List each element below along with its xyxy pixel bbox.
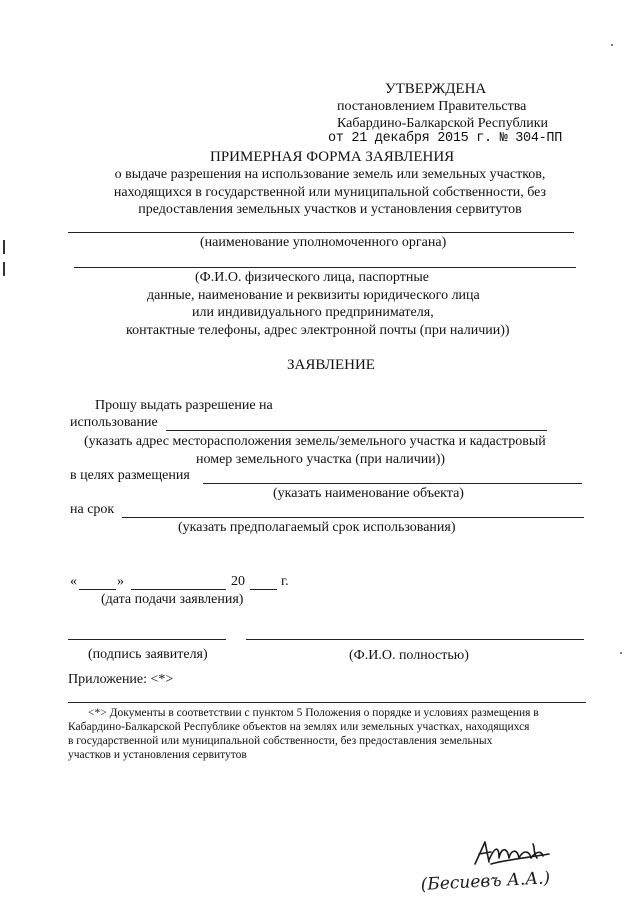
signature-transcription: (Бесиевъ А.А.) xyxy=(420,868,551,895)
form-title-line-2: находящихся в государственной или муниципальной собственности, без xyxy=(113,185,547,200)
approval-title: УТВЕРЖДЕНА xyxy=(385,81,487,97)
usage-caption-line-2: номер земельного участка (при наличии)) xyxy=(196,452,446,467)
applicant-caption-line-4: контактные телефоны, адрес электронной почты (при наличии)) xyxy=(126,323,510,338)
footnote-line-4: участков и установления сервитутов xyxy=(68,749,247,761)
date-year-field[interactable] xyxy=(250,589,277,590)
footnote-line-2: Кабардино-Балкарской Республике объектов на землях или земельных участках, находящихся xyxy=(68,721,530,733)
usage-field-line[interactable] xyxy=(166,430,547,431)
form-title-line-1: о выдаче разрешения на использование земель или земельных участков, xyxy=(114,167,546,182)
purpose-field-line[interactable] xyxy=(203,483,582,484)
footnote-line-3: в государственной или муниципальной собственности, без предоставления земельных xyxy=(68,735,493,747)
footnote-divider xyxy=(68,702,586,703)
applicant-field-line[interactable] xyxy=(74,267,576,268)
date-day-field[interactable] xyxy=(79,589,116,590)
scan-dot xyxy=(620,652,622,654)
date-close-quote: » xyxy=(117,574,124,589)
usage-caption-line-1: (указать адрес месторасположения земель/земельного участка и кадастровый xyxy=(84,434,546,449)
applicant-caption-line-3: или индивидуального предпринимателя, xyxy=(192,305,434,320)
approval-line-1: постановлением Правительства xyxy=(337,99,527,114)
term-field-line[interactable] xyxy=(122,517,584,518)
signature-field-line[interactable] xyxy=(68,639,226,640)
attachment-label: Приложение: <*> xyxy=(68,672,174,687)
form-title-line-3: предоставления земельных участков и установления сервитутов xyxy=(138,202,522,217)
date-open-quote: « xyxy=(70,574,77,589)
footnote-line-1: <*> Документы в соответствии с пунктом 5 Положения о порядке и условиях размещения в xyxy=(88,707,539,719)
full-name-field-line[interactable] xyxy=(246,639,584,640)
date-caption: (дата подачи заявления) xyxy=(101,592,244,607)
term-caption: (указать предполагаемый срок использования) xyxy=(178,520,456,535)
purpose-caption: (указать наименование объекта) xyxy=(273,486,464,501)
usage-label: использование xyxy=(70,415,158,430)
applicant-caption-line-2: данные, наименование и реквизиты юридического лица xyxy=(147,288,480,303)
signature-caption: (подпись заявителя) xyxy=(88,647,208,662)
authority-field-line[interactable] xyxy=(68,232,574,233)
request-text: Прошу выдать разрешение на xyxy=(95,398,273,413)
scan-mark-top xyxy=(3,240,5,254)
scan-dot xyxy=(611,44,613,46)
date-year-prefix: 20 xyxy=(231,574,245,589)
date-year-suffix: г. xyxy=(281,574,289,589)
date-month-field[interactable] xyxy=(131,589,226,590)
approval-line-2: Кабардино-Балкарской Республики xyxy=(337,116,548,131)
authority-caption: (наименование уполномоченного органа) xyxy=(200,235,447,250)
form-title-heading: ПРИМЕРНАЯ ФОРМА ЗАЯВЛЕНИЯ xyxy=(210,149,455,165)
scan-mark-bottom xyxy=(3,262,5,276)
purpose-label: в целях размещения xyxy=(70,468,190,483)
applicant-caption-line-1: (Ф.И.О. физического лица, паспортные xyxy=(195,270,429,285)
statement-heading: ЗАЯВЛЕНИЕ xyxy=(287,357,375,373)
approval-line-3: от 21 декабря 2015 г. № 304-ПП xyxy=(328,131,563,146)
handwritten-signature xyxy=(415,838,590,902)
term-label: на срок xyxy=(70,502,115,517)
full-name-caption: (Ф.И.О. полностью) xyxy=(349,648,469,663)
